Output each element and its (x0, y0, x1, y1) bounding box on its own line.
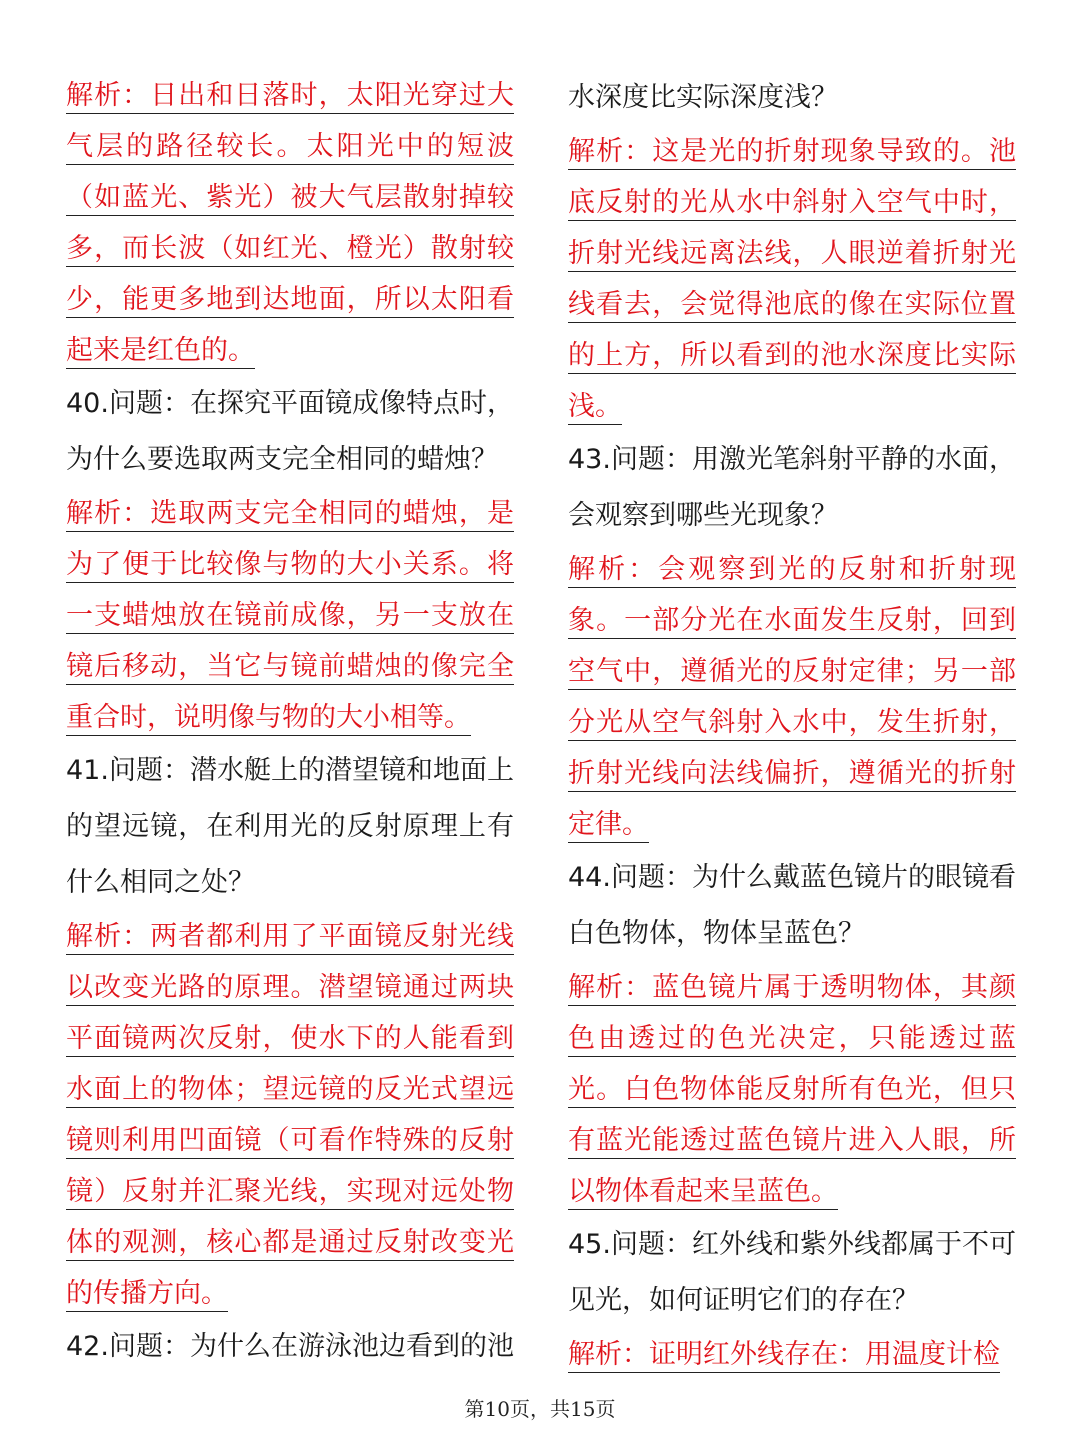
answer-39: 解析：日出和日落时，太阳光穿过大气层的路径较长。太阳光中的短波（如蓝光、紫光）被大气层散射掉较多，而长波（如红光、橙光）散射较少，能更多地到达地面，所以太阳看起来是红色的。 (66, 80, 514, 366)
answer-40: 解析：选取两支完全相同的蜡烛，是为了便于比较像与物的大小关系。将一支蜡烛放在镜前成像，另一支放在镜后移动，当它与镜前蜡烛的像完全重合时，说明像与物的大小相等。 (66, 498, 514, 733)
question-42: 42.问题：为什么在游泳池边看到的池 (66, 1331, 514, 1362)
question-43: 43.问题：用激光笔斜射平静的水面，会观察到哪些光现象？ (568, 444, 1016, 531)
question-44: 44.问题：为什么戴蓝色镜片的眼镜看白色物体，物体呈蓝色？ (568, 862, 1016, 949)
answer-43: 解析：会观察到光的反射和折射现象。一部分光在水面发生反射，回到空气中，遵循光的反射定律；另一部分光从空气斜射入水中，发生折射，折射光线向法线偏折，遵循光的折射定律。 (568, 554, 1016, 840)
answer-44: 解析：蓝色镜片属于透明物体，其颜色由透过的色光决定，只能透过蓝光。白色物体能反射所有色光，但只有蓝光能透过蓝色镜片进入人眼，所以物体看起来呈蓝色。 (568, 972, 1016, 1207)
answer-45: 解析：证明红外线存在：用温度计检 (568, 1339, 1000, 1370)
question-42-continued: 水深度比实际深度浅？ (568, 82, 838, 113)
question-40: 40.问题：在探究平面镜成像特点时，为什么要选取两支完全相同的蜡烛？ (66, 388, 514, 475)
answer-42: 解析：这是光的折射现象导致的。池底反射的光从水中斜射入空气中时，折射光线远离法线，人眼逆着折射光线看去，会觉得池底的像在实际位置的上方，所以看到的池水深度比实际浅。 (568, 136, 1016, 422)
question-45: 45.问题：红外线和紫外线都属于不可见光，如何证明它们的存在？ (568, 1229, 1016, 1316)
answer-41: 解析：两者都利用了平面镜反射光线以改变光路的原理。潜望镜通过两块平面镜两次反射，使水下的人能看到水面上的物体；望远镜的反光式望远镜则利用凹面镜（可看作特殊的反射镜）反射并汇聚光线，实现对远处物体的观测，核心都是通过反射改变光的传播方向。 (66, 921, 514, 1309)
question-41: 41.问题：潜水艇上的潜望镜和地面上的望远镜，在利用光的反射原理上有什么相同之处？ (66, 755, 514, 898)
page-number: 第10页，共15页 (464, 1397, 616, 1421)
left-column (66, 70, 514, 1375)
right-column (568, 70, 1016, 1380)
